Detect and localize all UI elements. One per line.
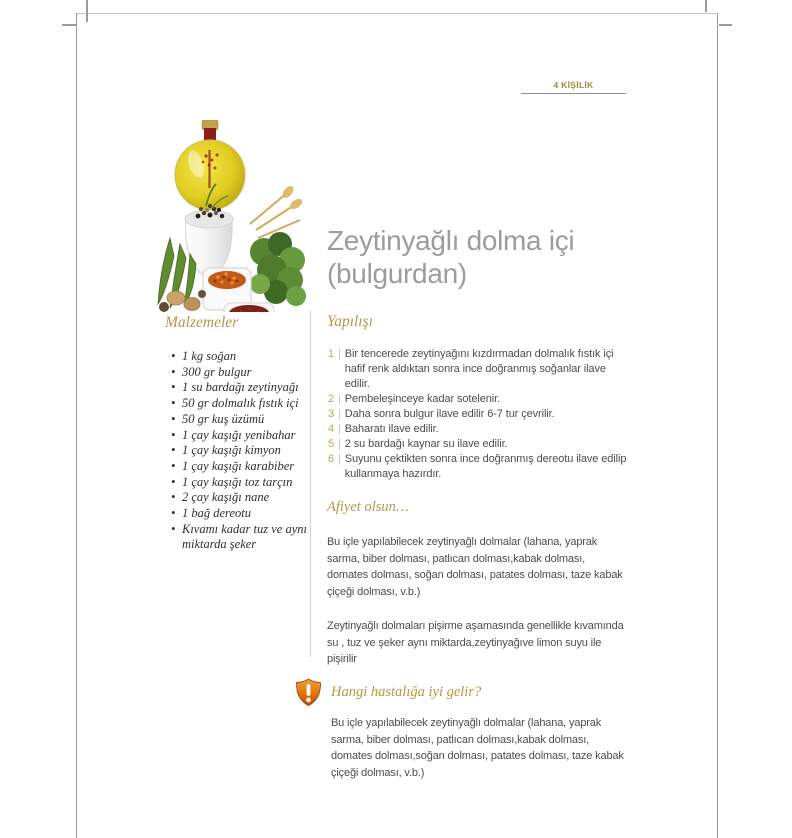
walnuts (159, 290, 206, 312)
ingredient-item: • 50 gr kuş üzümü (171, 412, 309, 428)
step-row (327, 437, 631, 452)
step-text: Daha sonra bulgur ilave edilir 6-7 tur çevrilir. (344, 408, 555, 420)
step-separator: | (338, 438, 341, 450)
step-row (327, 392, 631, 407)
step-separator: | (338, 408, 341, 420)
health-heading: Hangi hastalığa iyi gelir? (331, 684, 482, 700)
step-number: 4 (327, 423, 334, 435)
crop-mark (705, 0, 707, 12)
step-text: Bir tencerede zeytinyağını kızdırmadan dolmalık fıstık içi hafif renk aldıktan sonra ince doğranmış soğanlar ilave edilir. (344, 348, 614, 390)
olive-oil-bottle (175, 120, 245, 210)
step-text: Pembeleşinceye kadar sotelenir. (344, 393, 501, 405)
step-number: 6 (327, 453, 334, 465)
ingredients-heading: Malzemeler (165, 314, 239, 331)
closing-line: Afiyet olsun… (327, 499, 409, 515)
page-right-edge (717, 13, 718, 838)
step-separator: | (338, 393, 341, 405)
note-paragraph-2: Zeytinyağlı dolmaları pişirme aşamasında genellikle kıvamında su , tuz ve şeker aynı miktarda,zeytinyağıve limon suyu ile pişirilir (327, 620, 624, 665)
step-number: 2 (327, 393, 334, 405)
crop-mark (86, 0, 88, 22)
ingredient-item: • 1 çay kaşığı toz tarçın (171, 475, 309, 491)
step-row (327, 422, 631, 437)
herb-bunch (250, 232, 306, 306)
ingredient-item: • 1 çay kaşığı kimyon (171, 443, 309, 459)
step-text: 2 su bardağı kaynar su ilave edilir. (344, 438, 508, 450)
step-row (327, 347, 631, 392)
step-number: 5 (327, 438, 334, 450)
steps-list (327, 347, 631, 482)
ingredient-item: • 50 gr dolmalık fıstık içi (171, 396, 309, 412)
title-line-1: Zeytinyağlı dolma içi (327, 225, 575, 256)
ingredient-item: • 1 çay kaşığı yenibahar (171, 428, 309, 444)
step-separator: | (338, 423, 341, 435)
ingredients-list (171, 349, 309, 553)
health-section (295, 678, 640, 781)
preparation-section (327, 313, 631, 668)
ingredient-item: • Kıvamı kadar tuz ve aynı miktarda şeker (171, 522, 309, 553)
note-paragraph-1: Bu içle yapılabilecek zeytinyağlı dolmalar (lahana, yaprak sarma, biber dolması, patlıcan dolması,kabak dolması, domates dolması, soğan dolması, patates dolması, taze kabak çiçeği dolması, v.b.) (327, 536, 623, 598)
crop-mark (719, 24, 732, 26)
step-row (327, 407, 631, 422)
wheat-stalks (250, 192, 300, 238)
step-number: 1 (327, 348, 334, 360)
step-number: 3 (327, 408, 334, 420)
ingredient-item: • 1 bağ dereotu (171, 506, 309, 522)
ingredient-item: • 1 su bardağı zeytinyağı (171, 380, 309, 396)
page-top-rule (76, 13, 717, 14)
ingredient-item: • 2 çay kaşığı nane (171, 490, 309, 506)
step-text: Baharatı ilave edilir. (344, 423, 439, 435)
serving-badge (521, 80, 626, 94)
column-divider (310, 311, 311, 657)
paprika-box (224, 303, 274, 312)
step-separator: | (338, 453, 341, 465)
ingredient-item: • 1 çay kaşığı karabiber (171, 459, 309, 475)
ingredient-item: • 300 gr bulgur (171, 365, 309, 381)
serving-rule (521, 93, 626, 94)
serving-label: 4 KİŞİLİK (553, 80, 594, 90)
step-text: Suyunu çektikten sonra ince doğranmış dereotu ilave edilip kullanmaya hazırdır. (344, 453, 627, 480)
step-separator: | (338, 348, 341, 360)
title-line-2: (bulgurdan) (327, 258, 467, 289)
ingredient-item: • 1 kg soğan (171, 349, 309, 365)
alert-shield-icon (295, 678, 322, 707)
recipe-photo (146, 120, 314, 312)
preparation-heading: Yapılışı (327, 313, 373, 330)
step-row (327, 452, 631, 482)
page-left-edge (76, 13, 77, 838)
health-text: Bu içle yapılabilecek zeytinyağlı dolmalar (lahana, yaprak sarma, biber dolması, patlıcan dolması,kabak dolması, domates dolması,soğan dolması, patates dolması, taze kabak çiçeği dolması, v.b.) (331, 717, 624, 779)
page-title (327, 224, 574, 290)
crop-mark (62, 24, 76, 26)
